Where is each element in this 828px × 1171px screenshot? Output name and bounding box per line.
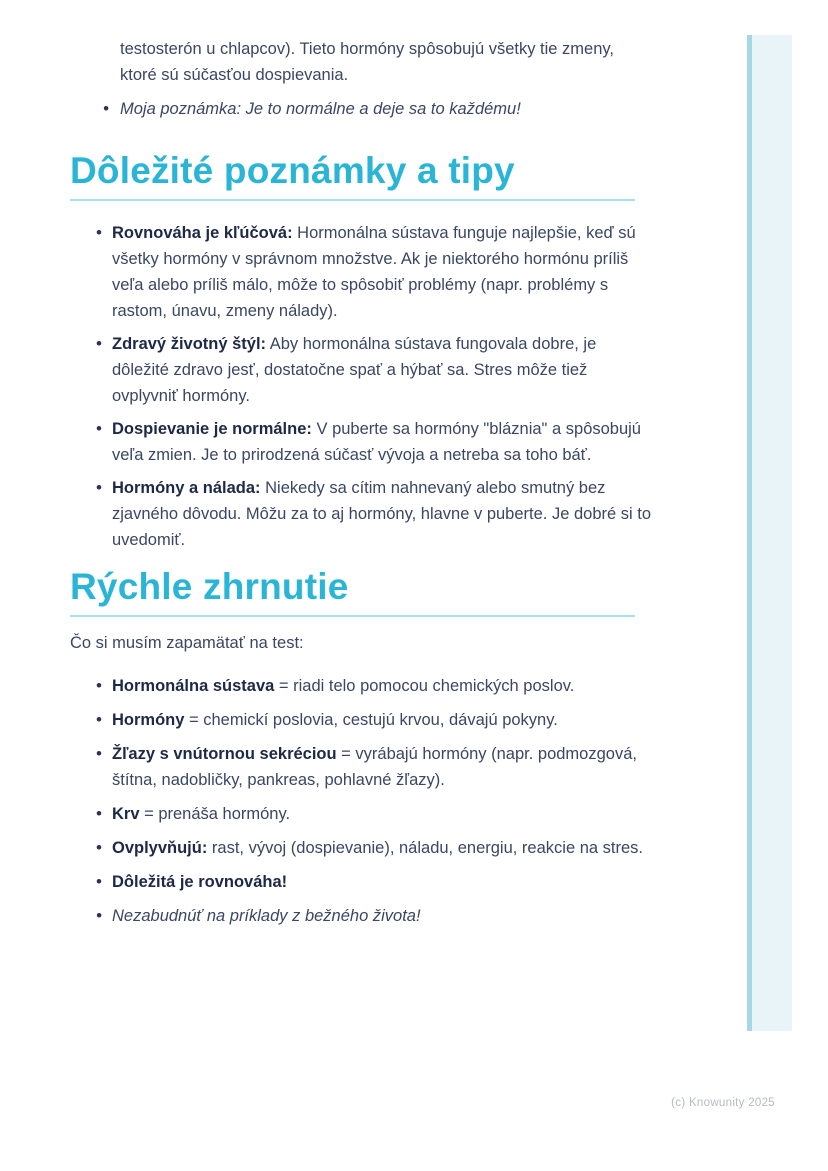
item-lead-bold: Rovnováha je kľúčová: bbox=[112, 224, 293, 242]
item-text: = vyrábajú hormóny (napr. podmozgová, štítna, nadobličky, pankreas, pohlavné žľazy). bbox=[112, 745, 637, 789]
list-item-influence bbox=[70, 835, 652, 861]
intro-note-list bbox=[70, 96, 652, 122]
list-item-balance-important bbox=[70, 869, 652, 895]
section-title-important-notes: Dôležité poznámky a tipy bbox=[70, 149, 635, 201]
item-text: Hormonálna sústava funguje najlepšie, keď sú všetky hormóny v správnom množstve. Ak je niektorého hormónu príliš veľa alebo príliš málo, môže to spôsobiť problémy (napr. problémy s rastom, únavu, zmeny nálady). bbox=[112, 224, 636, 320]
item-lead-bold: Zdravý životný štýl: bbox=[112, 335, 267, 353]
item-lead-bold: Dôležitá je rovnováha! bbox=[112, 873, 288, 891]
item-text: Niekedy sa cítim nahnevaný alebo smutný bez zjavného dôvodu. Môžu za to aj hormóny, hlavne v puberte. Je dobré si to uvedomiť. bbox=[112, 479, 652, 549]
item-lead-bold: Krv bbox=[112, 805, 140, 823]
list-item-hormonal-system bbox=[70, 673, 652, 699]
list-item-puberty bbox=[70, 416, 652, 468]
item-text: Aby hormonálna sústava fungovala dobre, je dôležité zdravo jesť, dostatočne spať a hýbať sa. Stres môže tiež ovplyvniť hormóny. bbox=[112, 335, 597, 405]
item-lead-bold: Hormóny a nálada: bbox=[112, 479, 261, 497]
item-text: Moja poznámka: Je to normálne a deje sa to každému! bbox=[120, 100, 521, 118]
item-lead-bold: Hormonálna sústava bbox=[112, 677, 275, 695]
list-item-hormones bbox=[70, 707, 652, 733]
item-lead-bold: Ovplyvňujú: bbox=[112, 839, 208, 857]
item-lead-bold: Dospievanie je normálne: bbox=[112, 420, 312, 438]
item-lead-bold: Hormóny bbox=[112, 711, 185, 729]
item-text: = chemickí poslovia, cestujú krvou, dávajú pokyny. bbox=[184, 711, 558, 729]
tips-list bbox=[70, 220, 652, 553]
footer-credit: (c) Knowunity 2025 bbox=[671, 1097, 775, 1109]
list-item-personal-note bbox=[70, 96, 652, 122]
paragraph-continuation: testosterón u chlapcov). Tieto hormóny spôsobujú všetky tie zmeny, ktoré sú súčasťou dospievania. bbox=[120, 40, 615, 84]
list-item-mood bbox=[70, 475, 652, 553]
page-side-stripe-decoration bbox=[747, 35, 792, 1031]
summary-list bbox=[70, 673, 652, 929]
notes-content bbox=[70, 36, 652, 937]
list-item-lifestyle bbox=[70, 331, 652, 409]
list-item-balance bbox=[70, 220, 652, 324]
list-item-examples-reminder bbox=[70, 903, 652, 929]
item-lead-bold: Žľazy s vnútornou sekréciou bbox=[112, 745, 337, 763]
item-text: rast, vývoj (dospievanie), náladu, energiu, reakcie na stres. bbox=[207, 839, 643, 857]
section-title-quick-summary: Rýchle zhrnutie bbox=[70, 565, 635, 617]
item-text: Nezabudnúť na príklady z bežného života! bbox=[112, 907, 421, 925]
list-item-glands bbox=[70, 741, 652, 793]
list-item-blood bbox=[70, 801, 652, 827]
item-text: V puberte sa hormóny "bláznia" a spôsobujú veľa zmien. Je to prirodzená súčasť vývoja a netreba sa toho báť. bbox=[112, 420, 641, 464]
summary-lead: Čo si musím zapamätať na test: bbox=[70, 634, 304, 652]
item-text: = riadi telo pomocou chemických poslov. bbox=[274, 677, 575, 695]
item-text: = prenáša hormóny. bbox=[139, 805, 291, 823]
